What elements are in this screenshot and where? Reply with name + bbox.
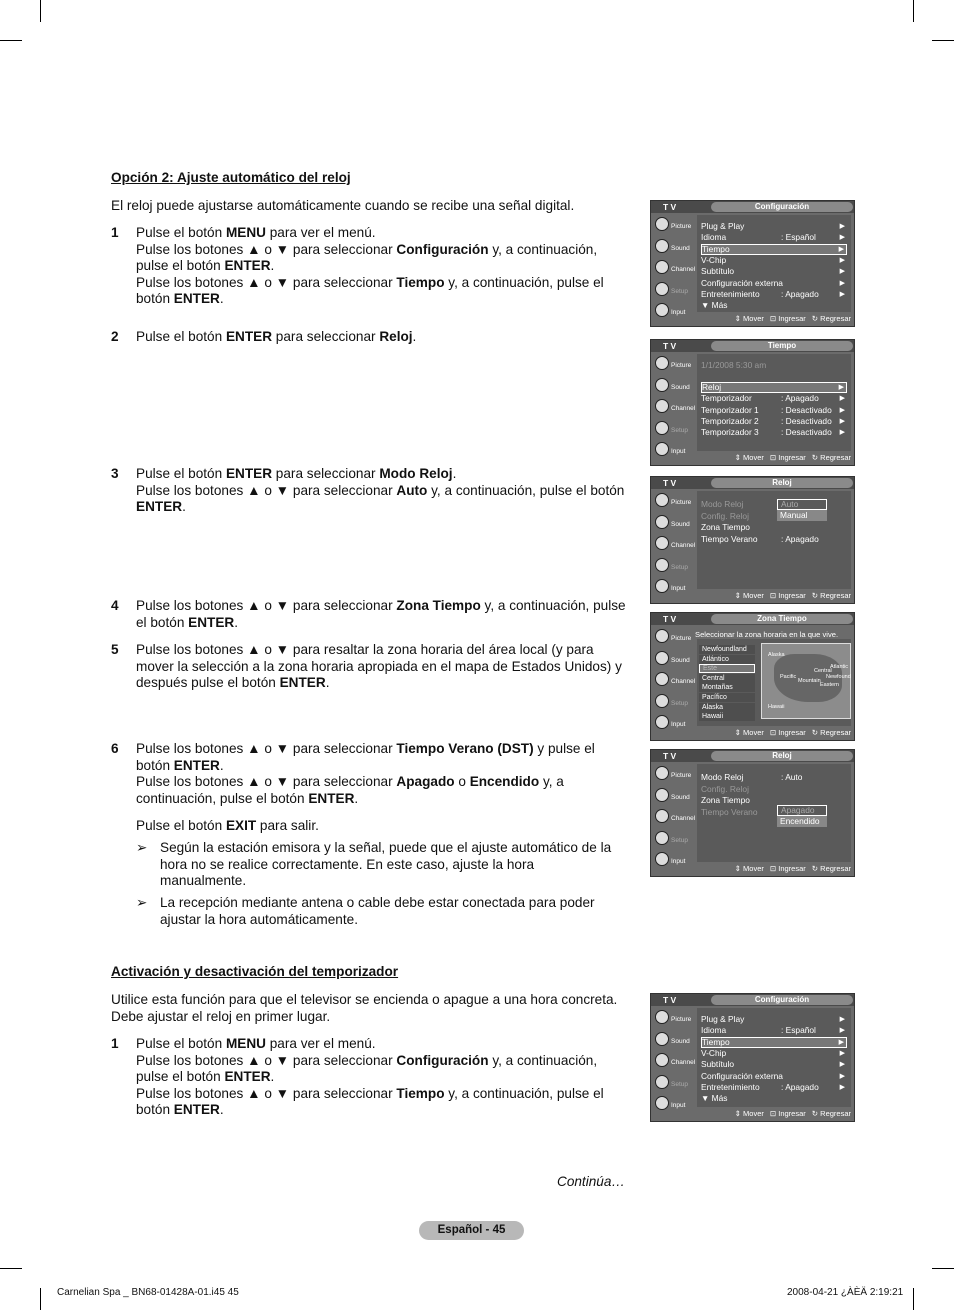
tv-footer-enter: ⊡ Ingresar xyxy=(769,1109,806,1118)
tv-menu-row xyxy=(701,266,847,277)
section-title: Opción 2: Ajuste automático del reloj xyxy=(111,170,351,185)
tv-side-item xyxy=(653,764,695,786)
tv-menu-row xyxy=(701,244,847,255)
tv-side-menu xyxy=(653,215,695,323)
tv-side-label: Channel xyxy=(671,542,696,549)
tv-menu-icon xyxy=(655,558,669,572)
tv-side-label: Picture xyxy=(671,362,692,369)
step-text: Pulse los botones ▲ o ▼ para seleccionar Tiempo Verano (DST) y pulse el botón ENTER. Pulse los botones ▲ o ▼ para seleccionar Apagado o Encendido y, a continuación, pulse el botón ENTER. xyxy=(136,741,595,806)
note-text: La recepción mediante antena o cable debe estar conectada para poder ajustar la hora automáticamente. xyxy=(160,895,595,927)
tv-footer xyxy=(697,314,851,324)
tv-zone-item: Montañas xyxy=(699,683,755,692)
map-zone-label: Mountain xyxy=(798,678,821,684)
tv-menu-row xyxy=(701,427,847,438)
tv-side-item xyxy=(653,397,695,419)
tv-row-value: : Apagado xyxy=(781,533,819,544)
tv-menu-icon xyxy=(655,356,669,370)
tv-footer xyxy=(697,1109,851,1119)
tv-panel xyxy=(697,215,851,312)
tv-menu-icon xyxy=(655,493,669,507)
tv-row-arrow: ▶ xyxy=(839,234,845,242)
tv-footer-enter: ⊡ Ingresar xyxy=(769,453,806,462)
tv-side-label: Sound xyxy=(671,244,690,252)
tv-menu-row xyxy=(701,405,847,416)
tv-menu-icon xyxy=(655,694,669,708)
tv-row-arrow: ▶ xyxy=(839,417,845,425)
tv-side-item xyxy=(653,713,695,735)
tv-row-label: V-Chip xyxy=(701,254,727,265)
crop-mark xyxy=(932,1268,954,1269)
tv-side-label: Sound xyxy=(671,520,690,528)
tv-row-arrow: ▶ xyxy=(839,1049,845,1057)
tv-row-label: ▼ Más xyxy=(701,1093,728,1104)
tv-side-label: Picture xyxy=(671,223,692,230)
tv-menu-row xyxy=(701,300,847,311)
tv-header xyxy=(651,750,854,762)
tv-row-label: Plug & Play xyxy=(701,221,745,231)
tv-screen-reloj-verano xyxy=(650,749,855,877)
tv-footer-return: ↻ Regresar xyxy=(811,453,851,462)
map-zone-label: Pacific xyxy=(780,674,797,680)
tv-menu-row xyxy=(701,522,847,533)
tv-menu-row xyxy=(701,772,847,783)
tv-label: T V xyxy=(663,202,677,212)
tv-screen-zona-tiempo xyxy=(650,612,855,741)
tv-menu-icon xyxy=(655,809,669,823)
tv-label: T V xyxy=(663,751,677,761)
tv-row-label: Subtítulo xyxy=(701,1059,735,1070)
step-text: Pulse el botón MENU para ver el menú. Pulse los botones ▲ o ▼ para seleccionar Configuración y, a continuación, pulse el botón ENTER. Pulse los botones ▲ o ▼ para seleccionar Tiempo y, a continuación, pulse el botón ENTER. xyxy=(136,225,604,307)
crop-mark xyxy=(913,0,914,22)
tv-side-item xyxy=(653,786,695,808)
tv-side-item xyxy=(653,280,695,302)
tv-zone-item: Hawaii xyxy=(699,712,755,721)
tv-menu-row xyxy=(701,232,847,243)
tv-menu-icon xyxy=(655,399,669,413)
tv-menu-title: Configuración xyxy=(711,202,853,212)
tv-side-label: Input xyxy=(671,858,686,865)
tv-side-label: Channel xyxy=(671,815,696,822)
tv-side-label: Picture xyxy=(671,1016,692,1023)
tv-label: T V xyxy=(663,614,677,624)
tv-side-item xyxy=(653,1073,695,1095)
tv-row-label: Tiempo Verano xyxy=(701,533,758,544)
tv-menu-title: Zona Tiempo xyxy=(711,614,853,624)
tv-footer-enter: ⊡ Ingresar xyxy=(769,728,806,737)
crop-mark xyxy=(913,1288,914,1310)
tv-screen-reloj-modo xyxy=(650,476,855,604)
tv-side-item xyxy=(653,237,695,259)
tv-side-item xyxy=(653,829,695,851)
map-zone-label: Hawaii xyxy=(768,704,785,710)
tv-footer-move: ⇕ Mover xyxy=(734,1109,764,1118)
tv-side-item xyxy=(653,627,695,649)
tv-row-label: Idioma xyxy=(701,232,727,243)
tv-row-label: Tiempo xyxy=(702,1036,730,1047)
tv-side-label: Setup xyxy=(671,836,688,844)
tv-menu-row xyxy=(701,534,847,545)
tv-side-label: Setup xyxy=(671,1080,688,1088)
tv-menu-title: Reloj xyxy=(711,751,853,761)
tv-side-label: Channel xyxy=(671,678,696,685)
tv-row-label: Plug & Play xyxy=(701,1014,745,1024)
tv-side-label: Sound xyxy=(671,383,690,391)
tv-row-value: : Español xyxy=(781,232,816,243)
tv-row-label: Entretenimiento xyxy=(701,1081,760,1092)
note-arrow-icon: ➢ xyxy=(136,895,148,910)
tv-row-label: Configuración externa xyxy=(701,1070,783,1081)
tv-row-arrow: ▶ xyxy=(839,268,845,276)
tv-menu-icon xyxy=(655,442,669,456)
tv-row-arrow: ▶ xyxy=(839,256,845,264)
tv-side-label: Sound xyxy=(671,793,690,801)
tv-panel xyxy=(697,639,851,726)
tv-row-label: Temporizador 3 xyxy=(701,427,759,438)
step-number: 2 xyxy=(111,329,119,344)
tv-side-label: Setup xyxy=(671,287,688,295)
tv-option: Manual xyxy=(777,510,827,521)
tv-menu-row xyxy=(701,1059,847,1070)
tv-menu-row xyxy=(701,1037,847,1048)
step-number: 6 xyxy=(111,741,119,756)
tv-menu-icon xyxy=(655,788,669,802)
tv-option: Auto xyxy=(777,499,827,510)
tv-side-item xyxy=(653,1094,695,1116)
tv-footer-move: ⇕ Mover xyxy=(734,453,764,462)
tv-menu-title: Tiempo xyxy=(711,341,853,351)
tv-side-item xyxy=(653,670,695,692)
tv-row-label: Zona Tiempo xyxy=(701,795,750,805)
tv-screen-configuracion-2 xyxy=(650,993,855,1122)
tv-header xyxy=(651,201,854,213)
tv-zone-item: Atlántico xyxy=(699,655,755,664)
note-text: Según la estación emisora y la señal, puede que el ajuste automático de la hora no se realice correctamente. En este caso, ajuste la hora manualmente. xyxy=(160,840,612,889)
crop-mark xyxy=(0,1268,22,1269)
tv-footer-return: ↻ Regresar xyxy=(811,1109,851,1118)
tv-side-label: Picture xyxy=(671,772,692,779)
tv-side-label: Channel xyxy=(671,405,696,412)
tv-menu-row xyxy=(701,1082,847,1093)
step-text: Pulse el botón ENTER para seleccionar Reloj. xyxy=(136,329,417,344)
tv-footer xyxy=(697,591,851,601)
tv-row-arrow: ▶ xyxy=(839,1016,845,1023)
tv-menu-row xyxy=(701,221,847,232)
tv-side-item xyxy=(653,491,695,513)
tv-row-arrow: ▶ xyxy=(839,279,845,287)
page-number-badge: Español - 45 xyxy=(419,1221,524,1240)
tv-side-label: Sound xyxy=(671,1037,690,1045)
crop-mark xyxy=(40,1288,41,1310)
section-intro: Utilice esta función para que el televisor se encienda o apague a una hora concreta. Debe ajustar el reloj en primer lugar. xyxy=(111,992,618,1024)
tv-side-item xyxy=(653,850,695,872)
tv-row-label: Modo Reloj xyxy=(701,499,744,509)
tv-menu-icon xyxy=(655,421,669,435)
tv-side-item xyxy=(653,440,695,462)
tv-side-label: Channel xyxy=(671,1059,696,1066)
tv-row-arrow: ▶ xyxy=(839,290,845,298)
section-intro: El reloj puede ajustarse automáticamente cuando se recibe una señal digital. xyxy=(111,198,575,213)
tv-row-value: : Desactivado xyxy=(781,415,832,426)
tv-side-item xyxy=(653,534,695,556)
tv-row-label: ▼ Más xyxy=(701,300,728,311)
tv-side-menu xyxy=(653,627,695,735)
tv-row-arrow: ▶ xyxy=(838,1038,844,1046)
tv-row-value: : Español xyxy=(781,1025,816,1036)
tv-menu-icon xyxy=(655,303,669,317)
exit-instruction: Pulse el botón EXIT para salir. xyxy=(136,818,319,833)
tv-label: T V xyxy=(663,478,677,488)
tv-row-arrow: ▶ xyxy=(838,245,844,253)
tv-row-arrow: ▶ xyxy=(839,429,845,437)
tv-side-item xyxy=(653,376,695,398)
step-number: 1 xyxy=(111,225,119,240)
step-number: 4 xyxy=(111,598,119,613)
tv-menu-row xyxy=(701,1014,847,1025)
tv-menu-icon xyxy=(655,239,669,253)
tv-side-label: Input xyxy=(671,585,686,592)
note xyxy=(136,895,616,928)
tv-side-item xyxy=(653,301,695,323)
tv-side-item xyxy=(653,1008,695,1030)
tv-row-arrow: ▶ xyxy=(839,1072,845,1080)
tv-menu-icon xyxy=(655,1010,669,1024)
tv-footer-return: ↻ Regresar xyxy=(811,864,851,873)
tv-footer-move: ⇕ Mover xyxy=(734,728,764,737)
step-number: 1 xyxy=(111,1036,119,1051)
tv-side-menu xyxy=(653,354,695,462)
tv-side-item xyxy=(653,692,695,714)
tv-footer-return: ↻ Regresar xyxy=(811,314,851,323)
tv-side-label: Input xyxy=(671,721,686,728)
tv-menu-row xyxy=(701,289,847,300)
tv-panel xyxy=(697,354,851,451)
tv-menu-icon xyxy=(655,1032,669,1046)
tv-menu-icon xyxy=(655,1075,669,1089)
tv-side-label: Picture xyxy=(671,635,692,642)
tv-header xyxy=(651,613,854,625)
tv-row-value: : Apagado xyxy=(781,1081,819,1092)
step-text: Pulse los botones ▲ o ▼ para resaltar la zona horaria del área local (y para mover la selección a la zona horaria apropiada en el mapa de Estados Unidos) y después pulse el botón ENTER. xyxy=(136,642,622,691)
tv-row-label: Modo Reloj xyxy=(701,772,744,782)
continues-label: Continúa… xyxy=(557,1174,626,1189)
tv-zone-item: Alaska xyxy=(699,703,755,712)
crop-mark xyxy=(932,40,954,41)
tv-row-arrow: ▶ xyxy=(838,384,844,391)
tv-menu-icon xyxy=(655,672,669,686)
tv-footer-move: ⇕ Mover xyxy=(734,314,764,323)
note xyxy=(136,840,616,890)
footer-file-info: Carnelian Spa _ BN68-01428A-01.i45 45 xyxy=(57,1287,239,1298)
tv-footer xyxy=(697,453,851,463)
tv-zone-item: Pacífico xyxy=(699,693,755,702)
tv-menu-icon xyxy=(655,852,669,866)
tv-row-arrow: ▶ xyxy=(839,406,845,414)
map-zone-label: Newfound xyxy=(826,674,851,680)
tv-menu-icon xyxy=(655,715,669,729)
tv-side-label: Setup xyxy=(671,699,688,707)
tv-menu-row xyxy=(701,1025,847,1036)
tv-option: Apagado xyxy=(777,805,827,816)
tv-label: T V xyxy=(663,995,677,1005)
step-number: 5 xyxy=(111,642,119,657)
tv-side-label: Input xyxy=(671,1102,686,1109)
tv-zone-item: Este xyxy=(699,664,755,673)
tv-side-label: Setup xyxy=(671,426,688,434)
tv-menu-icon xyxy=(655,579,669,593)
tv-menu-icon xyxy=(655,766,669,780)
tv-zone-item: Central xyxy=(699,674,755,683)
tv-panel xyxy=(697,764,851,862)
tv-menu-icon xyxy=(655,515,669,529)
tv-screen-tiempo xyxy=(650,339,855,466)
tv-row-arrow: ▶ xyxy=(839,1061,845,1069)
crop-mark xyxy=(40,0,41,22)
tv-option: Encendido xyxy=(777,816,827,827)
tv-menu-icon xyxy=(655,1096,669,1110)
tv-menu-icon xyxy=(655,1053,669,1067)
tv-row-label: Temporizador xyxy=(701,393,752,404)
tv-row-label: Tiempo xyxy=(702,243,730,254)
tv-menu-row xyxy=(701,416,847,427)
tv-zone-item: Newfoundland xyxy=(699,645,755,654)
step-text: Pulse los botones ▲ o ▼ para seleccionar Zona Tiempo y, a continuación, pulse el botón ENTER. xyxy=(136,598,626,630)
tv-row-label: Configuración externa xyxy=(701,277,783,288)
tv-row-value: : Apagado xyxy=(781,393,819,404)
tv-side-item xyxy=(653,215,695,237)
tv-side-item xyxy=(653,513,695,535)
tv-menu-icon xyxy=(655,629,669,643)
tv-side-item xyxy=(653,258,695,280)
tv-row-arrow: ▶ xyxy=(839,223,845,230)
tv-side-item xyxy=(653,419,695,441)
crop-mark xyxy=(0,40,22,41)
tv-menu-icon xyxy=(655,651,669,665)
tv-header xyxy=(651,477,854,489)
tv-menu-icon xyxy=(655,536,669,550)
tv-panel xyxy=(697,1008,851,1107)
tv-menu-row xyxy=(701,1071,847,1082)
tv-row-label: Entretenimiento xyxy=(701,288,760,299)
tv-footer-move: ⇕ Mover xyxy=(734,591,764,600)
tv-menu-title: Reloj xyxy=(711,478,853,488)
step-text: Pulse el botón ENTER para seleccionar Modo Reloj. Pulse los botones ▲ o ▼ para seleccionar Auto y, a continuación, pulse el botón ENTER. xyxy=(136,466,625,515)
note-arrow-icon: ➢ xyxy=(136,840,148,855)
tv-row-value: : Desactivado xyxy=(781,427,832,438)
tv-date-time: 1/1/2008 5:30 am xyxy=(701,360,767,370)
tv-side-item xyxy=(653,1030,695,1052)
tv-row-label: V-Chip xyxy=(701,1047,727,1058)
tv-footer xyxy=(697,864,851,874)
tv-menu-icon xyxy=(655,260,669,274)
tv-zone-message: Seleccionar la zona horaria en la que vive. xyxy=(695,630,839,639)
map-zone-label: Alaska xyxy=(768,652,785,658)
tv-menu-row xyxy=(701,1093,847,1104)
tv-side-label: Setup xyxy=(671,563,688,571)
tv-side-item xyxy=(653,649,695,671)
tv-side-item xyxy=(653,807,695,829)
tv-row-value: : Desactivado xyxy=(781,404,832,415)
tv-label: T V xyxy=(663,341,677,351)
tv-row-label: Subtítulo xyxy=(701,266,735,277)
step-number: 3 xyxy=(111,466,119,481)
tv-panel xyxy=(697,491,851,589)
tv-side-label: Sound xyxy=(671,656,690,664)
tv-row-arrow: ▶ xyxy=(839,395,845,403)
tv-row-label: Config. Reloj xyxy=(701,783,749,794)
tv-header xyxy=(651,994,854,1006)
tv-menu-icon xyxy=(655,378,669,392)
tv-row-label: Zona Tiempo xyxy=(701,522,750,532)
tv-menu-icon xyxy=(655,831,669,845)
map-zone-label: Eastern xyxy=(820,682,839,688)
tv-side-label: Input xyxy=(671,309,686,316)
tv-row-label: Temporizador 1 xyxy=(701,404,759,415)
tv-row-label: Temporizador 2 xyxy=(701,415,759,426)
tv-row-label: Reloj xyxy=(702,382,722,392)
map-zone-label: Central xyxy=(814,668,832,674)
tv-side-menu xyxy=(653,764,695,872)
tv-row-value: : Apagado xyxy=(781,288,819,299)
tv-screen-configuracion xyxy=(650,200,855,327)
tv-menu-icon xyxy=(655,217,669,231)
tv-header xyxy=(651,340,854,352)
tv-side-item xyxy=(653,354,695,376)
tv-side-item xyxy=(653,577,695,599)
tv-footer xyxy=(697,728,851,738)
tv-side-label: Picture xyxy=(671,499,692,506)
tv-footer-return: ↻ Regresar xyxy=(811,728,851,737)
tv-menu-row xyxy=(701,278,847,289)
tv-menu-title: Configuración xyxy=(711,995,853,1005)
tv-menu-row xyxy=(701,1048,847,1059)
tv-footer-enter: ⊡ Ingresar xyxy=(769,591,806,600)
tv-menu-row xyxy=(701,784,847,795)
tv-side-item xyxy=(653,556,695,578)
tv-footer-move: ⇕ Mover xyxy=(734,864,764,873)
tv-row-value: : Auto xyxy=(781,772,803,782)
tv-side-menu xyxy=(653,491,695,599)
tv-footer-enter: ⊡ Ingresar xyxy=(769,314,806,323)
tv-row-label: Tiempo Verano xyxy=(701,806,758,817)
tv-menu-row xyxy=(701,393,847,404)
tv-menu-row xyxy=(701,382,847,393)
tv-side-label: Channel xyxy=(671,266,696,273)
tv-footer-return: ↻ Regresar xyxy=(811,591,851,600)
tv-side-label: Input xyxy=(671,448,686,455)
section-title: Activación y desactivación del temporizador xyxy=(111,964,399,979)
tv-menu-row xyxy=(701,255,847,266)
footer-timestamp: 2008-04-21 ¿ÀÈÄ 2:19:21 xyxy=(787,1287,904,1298)
tv-footer-enter: ⊡ Ingresar xyxy=(769,864,806,873)
tv-side-item xyxy=(653,1051,695,1073)
tv-row-arrow: ▶ xyxy=(839,1083,845,1091)
step-text: Pulse el botón MENU para ver el menú. Pulse los botones ▲ o ▼ para seleccionar Configuración y, a continuación, pulse el botón ENTER. Pulse los botones ▲ o ▼ para seleccionar Tiempo y, a continuación, pulse el botón ENTER. xyxy=(136,1036,604,1118)
tv-row-label: Config. Reloj xyxy=(701,510,749,521)
us-timezone-map xyxy=(761,643,851,719)
tv-menu-icon xyxy=(655,282,669,296)
map-zone-label: Atlantic xyxy=(830,664,849,670)
tv-side-menu xyxy=(653,1008,695,1116)
tv-row-arrow: ▶ xyxy=(839,1027,845,1035)
tv-row-label: Idioma xyxy=(701,1025,727,1036)
